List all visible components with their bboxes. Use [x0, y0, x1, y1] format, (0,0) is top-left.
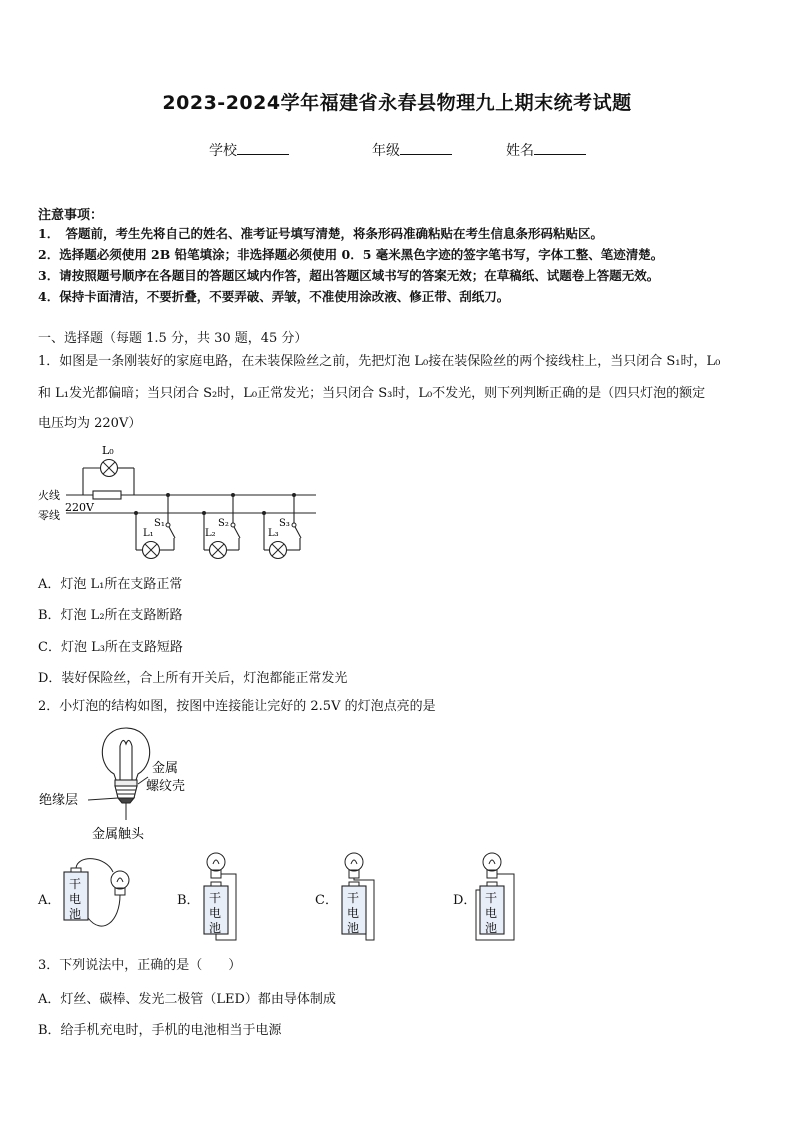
q2-option-d-figure [472, 850, 520, 944]
q1-option-d: D．装好保险丝，合上所有开关后，灯泡都能正常发光 [38, 671, 348, 686]
label-l0: L₀ [102, 444, 114, 457]
lamp-l2-icon [210, 542, 227, 559]
q1-circuit-figure [36, 440, 326, 565]
label-metal-shell-2: 螺纹壳 [146, 779, 186, 794]
section-heading: 一、选择题（每题 1.5 分，共 30 题，45 分） [38, 331, 308, 346]
battery-char: 池 [347, 921, 360, 935]
q2-option-b-figure [196, 850, 244, 944]
q2-bulb-structure-figure [36, 722, 216, 847]
q3-option-b: B．给手机充电时，手机的电池相当于电源 [38, 1023, 282, 1038]
note-item: 4．保持卡面清洁，不要折叠，不要弄破、弄皱，不准使用涂改液、修正带、刮纸刀。 [38, 289, 510, 304]
label-l2: L₂ [205, 528, 216, 539]
label-voltage: 220V [65, 501, 94, 514]
battery-char: 电 [69, 892, 82, 906]
q3-stem: 3．下列说法中，正确的是（ ） [38, 958, 242, 973]
q2-option-a-label: A． [38, 893, 61, 908]
battery-char: 池 [485, 921, 498, 935]
battery-char: 电 [209, 906, 222, 920]
light-bulb-icon [102, 728, 149, 803]
q2-option-d-label: D． [453, 893, 477, 908]
q1-line: 电压均为 220V） [38, 416, 142, 431]
battery-char: 干 [69, 877, 82, 891]
light-bulb-icon [345, 853, 363, 878]
q2-option-b-label: B． [177, 893, 200, 908]
label-l3: L₃ [268, 528, 279, 539]
battery-char: 池 [69, 907, 82, 921]
lamp-l0-icon [101, 460, 118, 477]
battery-char: 干 [209, 891, 222, 905]
label-l1: L₁ [143, 528, 154, 539]
battery-char: 电 [347, 906, 360, 920]
q1-option-b: B．灯泡 L₂所在支路断路 [38, 608, 183, 623]
note-item: 1． 答题前，考生先将自己的姓名、准考证号填写清楚，将条形码准确粘贴在考生信息条形码粘贴区。 [38, 226, 603, 241]
notes-heading: 注意事项： [38, 208, 104, 223]
label-s1: S₁ [154, 518, 165, 529]
label-s3: S₃ [279, 518, 290, 529]
q2-option-a-figure [58, 852, 136, 938]
q2-option-c-figure [334, 850, 382, 944]
label-live: 火线 [38, 489, 60, 502]
q1-line: 1．如图是一条刚装好的家庭电路，在未装保险丝之前，先把灯泡 L₀接在装保险丝的两个接线柱上，当只闭合 S₁时，L₀ [38, 354, 721, 369]
q1-line: 和 L₁发光都偏暗；当只闭合 S₂时，L₀正常发光；当只闭合 S₃时，L₀不发光，则下列判断正确的是（四只灯泡的额定 [38, 386, 706, 401]
label-neutral: 零线 [38, 509, 60, 522]
note-item: 3．请按照题号顺序在各题目的答题区域内作答，超出答题区域书写的答案无效；在草稿纸、试题卷上答题无效。 [38, 268, 660, 283]
q2-option-c-label: C． [315, 893, 338, 908]
q1-option-a: A．灯泡 L₁所在支路正常 [38, 577, 183, 592]
battery-char: 电 [485, 906, 498, 920]
battery-char: 池 [209, 921, 222, 935]
label-metal-shell-1: 金属 [152, 761, 179, 776]
q2-stem: 2．小灯泡的结构如图，按图中连接能让完好的 2.5V 的灯泡点亮的是 [38, 699, 436, 714]
lamp-l1-icon [143, 542, 160, 559]
battery-char: 干 [347, 891, 360, 905]
label-s2: S₂ [218, 518, 229, 529]
name-field: 姓名 [506, 140, 586, 160]
label-insulator: 绝缘层 [39, 793, 79, 808]
grade-field: 年级 [372, 140, 452, 160]
battery-char: 干 [485, 891, 498, 905]
note-item: 2．选择题必须使用 2B 铅笔填涂；非选择题必须使用 0．5 毫米黑色字迹的签字笔书写，字体工整、笔迹清楚。 [38, 247, 664, 262]
q1-option-c: C．灯泡 L₃所在支路短路 [38, 640, 183, 655]
lamp-l3-icon [270, 542, 287, 559]
school-field: 学校 [209, 140, 289, 160]
light-bulb-icon [111, 871, 129, 895]
label-contact: 金属触头 [92, 827, 145, 842]
page-title: 2023-2024学年福建省永春县物理九上期末统考试题 [162, 92, 632, 114]
q3-option-a: A．灯丝、碳棒、发光二极管（LED）都由导体制成 [38, 992, 336, 1007]
